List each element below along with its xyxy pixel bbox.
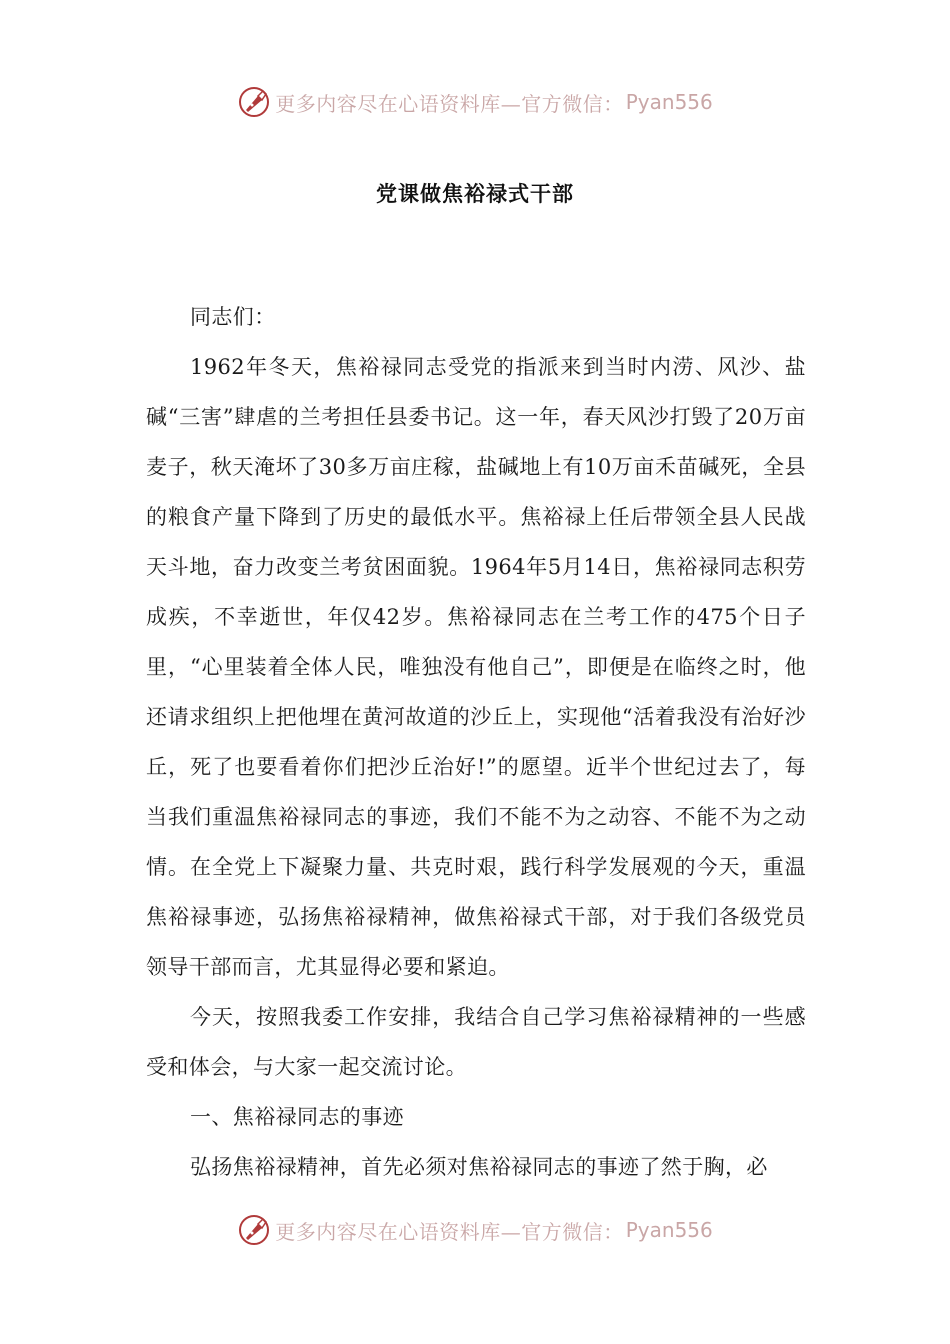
wechat-account: Pyan556 bbox=[625, 1218, 713, 1242]
wechat-account: Pyan556 bbox=[625, 90, 713, 114]
salutation-paragraph: 同志们： bbox=[190, 305, 276, 329]
body-paragraph: 1962年冬天，焦裕禄同志受党的指派来到当时内涝、风沙、盐碱“三害”肆虐的兰考担任县委书记。这一年，春天风沙打毁了20万亩麦子，秋天淹坏了30多万亩庄稼，盐碱地上有10万亩禾苗碱死，全县的粮食产量下降到了历史的最低水平。焦裕禄上任后带领全县人民战天斗地，奋力改变兰考贫困面貌。1964年5月14日，焦裕禄同志积劳成疾，不幸逝世，年仅42岁。焦裕禄同志在兰考工作的475个日子里，“心里装着全体人民，唯独没有他自己”，即便是在临终之时，他还请求组织上把他埋在黄河故道的沙丘上，实现他“活着我没有治好沙丘，死了也要看着你们把沙丘治好!”的愿望。近半个世纪过去了，每当我们重温焦裕禄同志的事迹，我们不能不为之动容、不能不为之动情。在全党上下凝聚力量、共克时艰，践行科学发展观的今天，重温焦裕禄事迹，弘扬焦裕禄精神，做焦裕禄式干部，对于我们各级党员领导干部而言，尤其显得必要和紧迫。 bbox=[146, 355, 806, 979]
header-banner bbox=[0, 82, 950, 122]
section-heading: 一、焦裕禄同志的事迹 bbox=[190, 1105, 404, 1129]
document-body bbox=[146, 292, 806, 1192]
body-paragraph: 今天，按照我委工作安排，我结合自己学习焦裕禄精神的一些感受和体会，与大家一起交流讨论。 bbox=[146, 1005, 806, 1079]
body-paragraph: 弘扬焦裕禄精神，首先必须对焦裕禄同志的事迹了然于胸，必 bbox=[190, 1155, 768, 1179]
banner-text: 更多内容尽在心语资料库—官方微信： bbox=[275, 91, 624, 116]
pen-nib-logo-icon bbox=[237, 85, 271, 119]
footer-banner bbox=[0, 1210, 950, 1250]
document-title: 党课做焦裕禄式干部 bbox=[376, 182, 574, 206]
pen-nib-logo-icon bbox=[237, 1213, 271, 1247]
banner-text: 更多内容尽在心语资料库—官方微信： bbox=[275, 1219, 624, 1244]
